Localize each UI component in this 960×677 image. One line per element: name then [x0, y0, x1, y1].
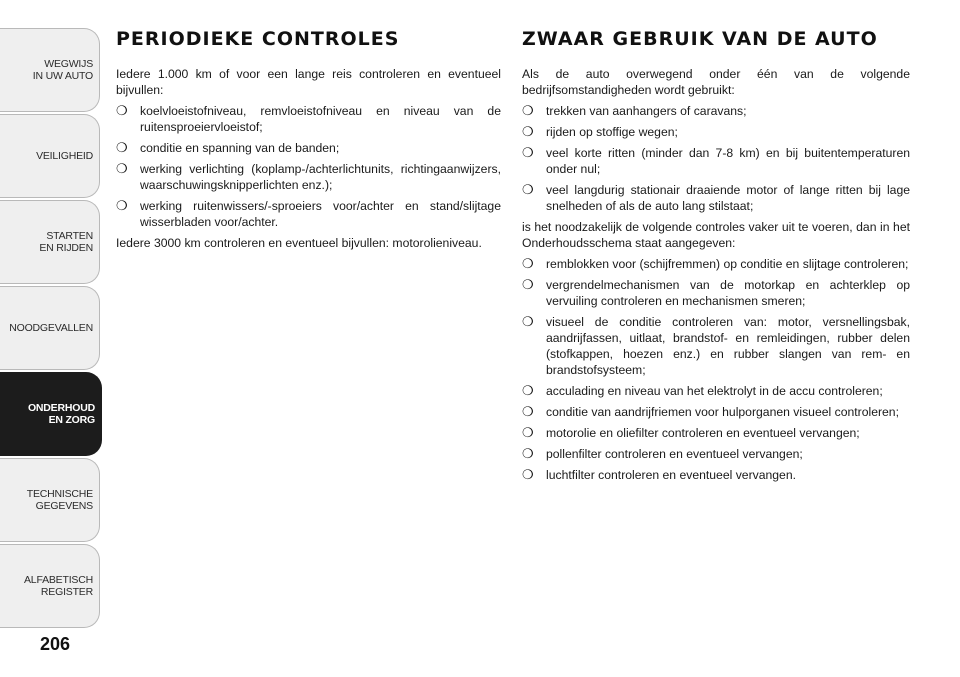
circle-bullet-icon: ❍ — [522, 446, 534, 461]
circle-bullet-icon: ❍ — [116, 161, 128, 176]
circle-bullet-icon: ❍ — [116, 103, 128, 118]
tab-noodgevallen[interactable]: NOODGEVALLEN — [0, 286, 100, 370]
right-intro: Als de auto overwegend onder één van de volgende bedrijfsomstandigheden wordt gebruikt: — [522, 67, 910, 97]
circle-bullet-icon: ❍ — [522, 182, 534, 197]
list-item — [522, 124, 910, 140]
list-item-text: luchtfilter controleren en eventueel vervangen. — [546, 468, 796, 482]
left-column — [116, 28, 501, 256]
list-item — [522, 277, 910, 309]
list-item-text: pollenfilter controleren en eventueel vervangen; — [546, 447, 803, 461]
circle-bullet-icon: ❍ — [522, 256, 534, 271]
left-footer: Iedere 3000 km controleren en eventueel bijvullen: motorolieniveau. — [116, 236, 482, 250]
list-item — [522, 314, 910, 378]
list-item — [116, 198, 501, 230]
circle-bullet-icon: ❍ — [116, 198, 128, 213]
list-item — [116, 140, 501, 156]
right-column — [522, 28, 910, 488]
list-item — [522, 145, 910, 177]
tab-wegwijs[interactable]: WEGWIJS IN UW AUTO — [0, 28, 100, 112]
circle-bullet-icon: ❍ — [522, 383, 534, 398]
list-item-text: vergrendelmechanismen van de motorkap en achterklep op vervuiling controleren en mechanismen smeren; — [546, 278, 910, 308]
list-item-text: veel korte ritten (minder dan 7-8 km) en bij buitentemperaturen onder nul; — [546, 146, 910, 176]
tab-technische[interactable]: TECHNISCHE GEGEVENS — [0, 458, 100, 542]
section-title-periodieke: PERIODIEKE CONTROLES — [116, 28, 400, 50]
page-number: 206 — [40, 634, 71, 654]
list-item — [522, 446, 910, 462]
tab-veiligheid[interactable]: VEILIGHEID — [0, 114, 100, 198]
list-item — [522, 404, 910, 420]
circle-bullet-icon: ❍ — [522, 314, 534, 329]
list-item-text: koelvloeistofniveau, remvloeistofniveau en niveau van de ruitensproeiervloeistof; — [140, 104, 501, 134]
list-item — [522, 425, 910, 441]
list-item-text: motorolie en oliefilter controleren en eventueel vervangen; — [546, 426, 860, 440]
circle-bullet-icon: ❍ — [522, 103, 534, 118]
conditions-list — [522, 103, 910, 214]
list-item-text: acculading en niveau van het elektrolyt in de accu controleren; — [546, 384, 883, 398]
list-item — [522, 467, 910, 483]
checks-list — [522, 256, 910, 483]
list-item — [116, 161, 501, 193]
circle-bullet-icon: ❍ — [522, 277, 534, 292]
list-item — [522, 383, 910, 399]
right-middle: is het noodzakelijk de volgende controles vaker uit te voeren, dan in het Onderhoudsschema staat aangegeven: — [522, 220, 910, 250]
list-item — [522, 103, 910, 119]
list-item-text: conditie van aandrijfriemen voor hulporganen visueel controleren; — [546, 405, 899, 419]
section-title-zwaar-gebruik: ZWAAR GEBRUIK VAN DE AUTO — [522, 28, 878, 50]
list-item — [522, 182, 910, 214]
circle-bullet-icon: ❍ — [522, 145, 534, 160]
circle-bullet-icon: ❍ — [522, 404, 534, 419]
circle-bullet-icon: ❍ — [522, 467, 534, 482]
list-item-text: remblokken voor (schijfremmen) op conditie en slijtage controleren; — [546, 257, 909, 271]
list-item — [116, 103, 501, 135]
list-item-text: conditie en spanning van de banden; — [140, 141, 340, 155]
list-item-text: trekken van aanhangers of caravans; — [546, 104, 747, 118]
list-item-text: visueel de conditie controleren van: motor, versnellingsbak, aandrijfassen, uitlaat, brandstof- en remleidingen, rubber delen (stofkappen, hoezen enz.) en rubber slangen van rem- en brandstofsysteem; — [546, 315, 910, 377]
tab-starten[interactable]: STARTEN EN RIJDEN — [0, 200, 100, 284]
list-item-text: werking ruitenwissers/-sproeiers voor/achter en stand/slijtage wisserbladen voor/achter. — [140, 199, 501, 229]
circle-bullet-icon: ❍ — [522, 124, 534, 139]
circle-bullet-icon: ❍ — [522, 425, 534, 440]
tab-alfabetisch[interactable]: ALFABETISCH REGISTER — [0, 544, 100, 628]
list-item-text: veel langdurig stationair draaiende motor of lange ritten bij lage snelheden of als de auto lang stilstaat; — [546, 183, 910, 213]
list-item-text: rijden op stoffige wegen; — [546, 125, 678, 139]
left-list — [116, 103, 501, 230]
left-intro: Iedere 1.000 km of voor een lange reis controleren en eventueel bijvullen: — [116, 67, 501, 97]
circle-bullet-icon: ❍ — [116, 140, 128, 155]
tab-onderhoud[interactable]: ONDERHOUD EN ZORG — [0, 372, 102, 456]
list-item — [522, 256, 910, 272]
list-item-text: werking verlichting (koplamp-/achterlichtunits, richtingaanwijzers, waarschuwingsknipperlichten enz.); — [140, 162, 501, 192]
